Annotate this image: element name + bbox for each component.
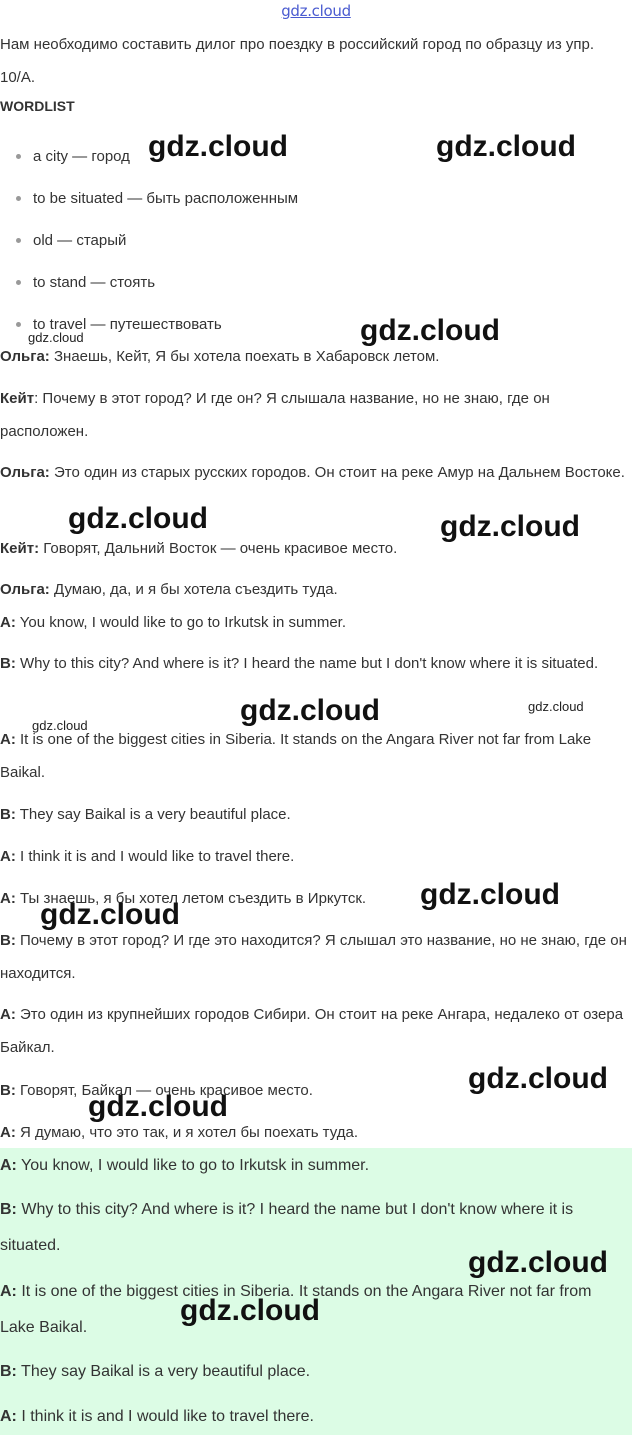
dialog-line: A: Это один из крупнейших городов Сибири. Он стоит на реке Ангара, недалеко от озера Байкал. <box>0 1006 624 1056</box>
watermark: gdz.cloud <box>240 694 380 727</box>
wordlist-item-text: to travel — путешествовать <box>33 316 222 333</box>
task-text: Нам необходимо составить дилог про поездку в российский город по образцу из упр. 10/A. <box>0 36 595 86</box>
dialog-line: B: Говорят, Байкал — очень красивое место. <box>0 1082 313 1099</box>
wordlist-item <box>16 145 130 169</box>
dialog-line: A: I think it is and I would like to travel there. <box>0 848 295 865</box>
watermark: gdz.cloud <box>40 898 180 931</box>
watermark: gdz.cloud <box>28 330 84 345</box>
dialog-line: A: Я думаю, что это так, и я хотел бы поехать туда. <box>0 1124 358 1141</box>
dialog-line: A: You know, I would like to go to Irkutsk in summer. <box>0 1157 370 1174</box>
bullet-icon <box>16 154 21 159</box>
watermark: gdz.cloud <box>68 502 208 535</box>
watermark: gdz.cloud <box>360 314 500 347</box>
dialog-line: B: They say Baikal is a very beautiful place. <box>0 806 291 823</box>
highlighted-answer-block <box>0 1148 632 1435</box>
watermark: gdz.cloud <box>468 1246 608 1279</box>
watermark: gdz.cloud <box>468 1062 608 1095</box>
wordlist-item <box>16 187 298 211</box>
bullet-icon <box>16 280 21 285</box>
dialog-line: A: It is one of the biggest cities in Siberia. It stands on the Angara River not far from Lake Baikal. <box>0 1283 592 1336</box>
wordlist-item-text: to be situated — быть расположенным <box>33 190 299 207</box>
dialog-line: B: Why to this city? And where is it? I heard the name but I don't know where it is situated. <box>0 1201 574 1254</box>
watermark: gdz.cloud <box>88 1090 228 1123</box>
watermark: gdz.cloud <box>420 878 560 911</box>
watermark: gdz.cloud <box>32 718 88 733</box>
watermark: gdz.cloud <box>440 510 580 543</box>
wordlist-item <box>16 271 155 295</box>
dialog-line: Кейт: Говорят, Дальний Восток — очень красивое место. <box>0 540 398 557</box>
bullet-icon <box>16 238 21 243</box>
wordlist-item-text: old — старый <box>33 232 127 249</box>
dialog-line: B: Why to this city? And where is it? I heard the name but I don't know where it is situated. <box>0 655 599 672</box>
watermark: gdz.cloud <box>528 699 584 714</box>
dialog-line: A: You know, I would like to go to Irkutsk in summer. <box>0 614 346 631</box>
wordlist-title: WORDLIST <box>0 98 75 114</box>
watermark: gdz.cloud <box>180 1294 320 1327</box>
bullet-icon <box>16 196 21 201</box>
watermark: gdz.cloud <box>148 130 288 163</box>
wordlist-item <box>16 229 126 253</box>
dialog-line: A: I think it is and I would like to travel there. <box>0 1408 314 1425</box>
wordlist-item-text: a city — город <box>33 148 130 165</box>
dialog-line: Ольга: Знаешь, Кейт, Я бы хотела поехать в Хабаровск летом. <box>0 348 440 365</box>
dialog-line: Ольга: Думаю, да, и я бы хотела съездить туда. <box>0 581 338 598</box>
dialog-line: A: Ты знаешь, я бы хотел летом съездить в Иркутск. <box>0 890 367 907</box>
dialog-line: B: They say Baikal is a very beautiful place. <box>0 1363 311 1380</box>
wordlist-item-text: to stand — стоять <box>33 274 156 291</box>
watermark: gdz.cloud <box>436 130 576 163</box>
site-watermark-top: gdz.cloud <box>281 2 351 20</box>
dialog-line: Ольга: Это один из старых русских городов. Он стоит на реке Амур на Дальнем Востоке. <box>0 464 625 481</box>
bullet-icon <box>16 322 21 327</box>
dialog-line: B: Почему в этот город? И где это находится? Я слышал это название, но не знаю, где он находится. <box>0 932 627 982</box>
dialog-line: Кейт: Почему в этот город? И где он? Я слышала название, но не знаю, где он расположен. <box>0 390 550 440</box>
dialog-line: A: It is one of the biggest cities in Siberia. It stands on the Angara River not far from Lake Baikal. <box>0 731 592 781</box>
